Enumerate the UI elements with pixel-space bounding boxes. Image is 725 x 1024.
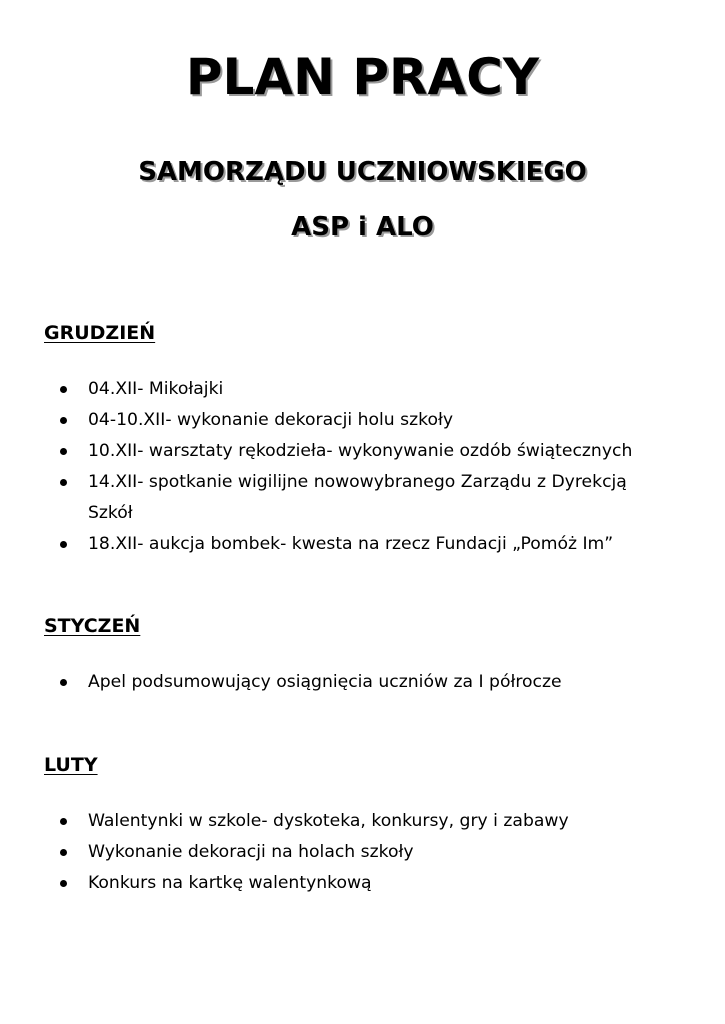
bullet-icon — [60, 541, 67, 548]
list-item — [44, 868, 684, 899]
bullet-icon — [60, 386, 67, 393]
section-styczen — [44, 617, 684, 698]
list-item — [44, 436, 684, 467]
list-item — [44, 667, 684, 698]
list-luty — [44, 806, 684, 899]
list-item — [44, 374, 684, 405]
list-styczen — [44, 667, 684, 698]
list-item — [44, 405, 684, 436]
list-item-text: 10.XII- warsztaty rękodzieła- wykonywanie ozdób świątecznych — [88, 441, 633, 461]
list-item-text: Wykonanie dekoracji na holach szkoły — [88, 842, 414, 862]
bullet-icon — [60, 448, 67, 455]
list-item-text: Konkurs na kartkę walentynkową — [88, 873, 372, 893]
section-luty — [44, 756, 684, 899]
document-title: PLAN PRACY — [185, 48, 540, 106]
list-item-text: 18.XII- aukcja bombek- kwesta na rzecz Fundacji „Pomóż Im” — [88, 534, 614, 554]
list-item-text: Walentynki w szkole- dyskoteka, konkursy, gry i zabawy — [88, 811, 569, 831]
list-item — [44, 467, 684, 529]
list-item-text: 14.XII- spotkanie wigilijne nowowybranego Zarządu z Dyrekcją — [88, 472, 627, 492]
list-item — [44, 837, 684, 868]
section-title-luty: LUTY — [44, 754, 98, 776]
section-grudzien — [44, 324, 684, 560]
bullet-icon — [60, 417, 67, 424]
section-title-styczen: STYCZEŃ — [44, 615, 141, 637]
document-subtitle-line1: SAMORZĄDU UCZNIOWSKIEGO — [138, 157, 587, 187]
bullet-icon — [60, 818, 67, 825]
list-grudzien — [44, 374, 684, 560]
list-item-text: 04-10.XII- wykonanie dekoracji holu szkoły — [88, 410, 454, 430]
bullet-icon — [60, 880, 67, 887]
bullet-icon — [60, 849, 67, 856]
document-subtitle-line2: ASP i ALO — [291, 212, 434, 242]
list-item — [44, 529, 684, 560]
list-item-text: 04.XII- Mikołajki — [88, 379, 224, 399]
bullet-icon — [60, 479, 67, 486]
list-item-text: Apel podsumowujący osiągnięcia uczniów za I półrocze — [88, 672, 562, 692]
bullet-icon — [60, 679, 67, 686]
section-title-grudzien: GRUDZIEŃ — [44, 322, 156, 344]
list-item — [44, 806, 684, 837]
list-item-text-continuation: Szkół — [88, 503, 133, 523]
